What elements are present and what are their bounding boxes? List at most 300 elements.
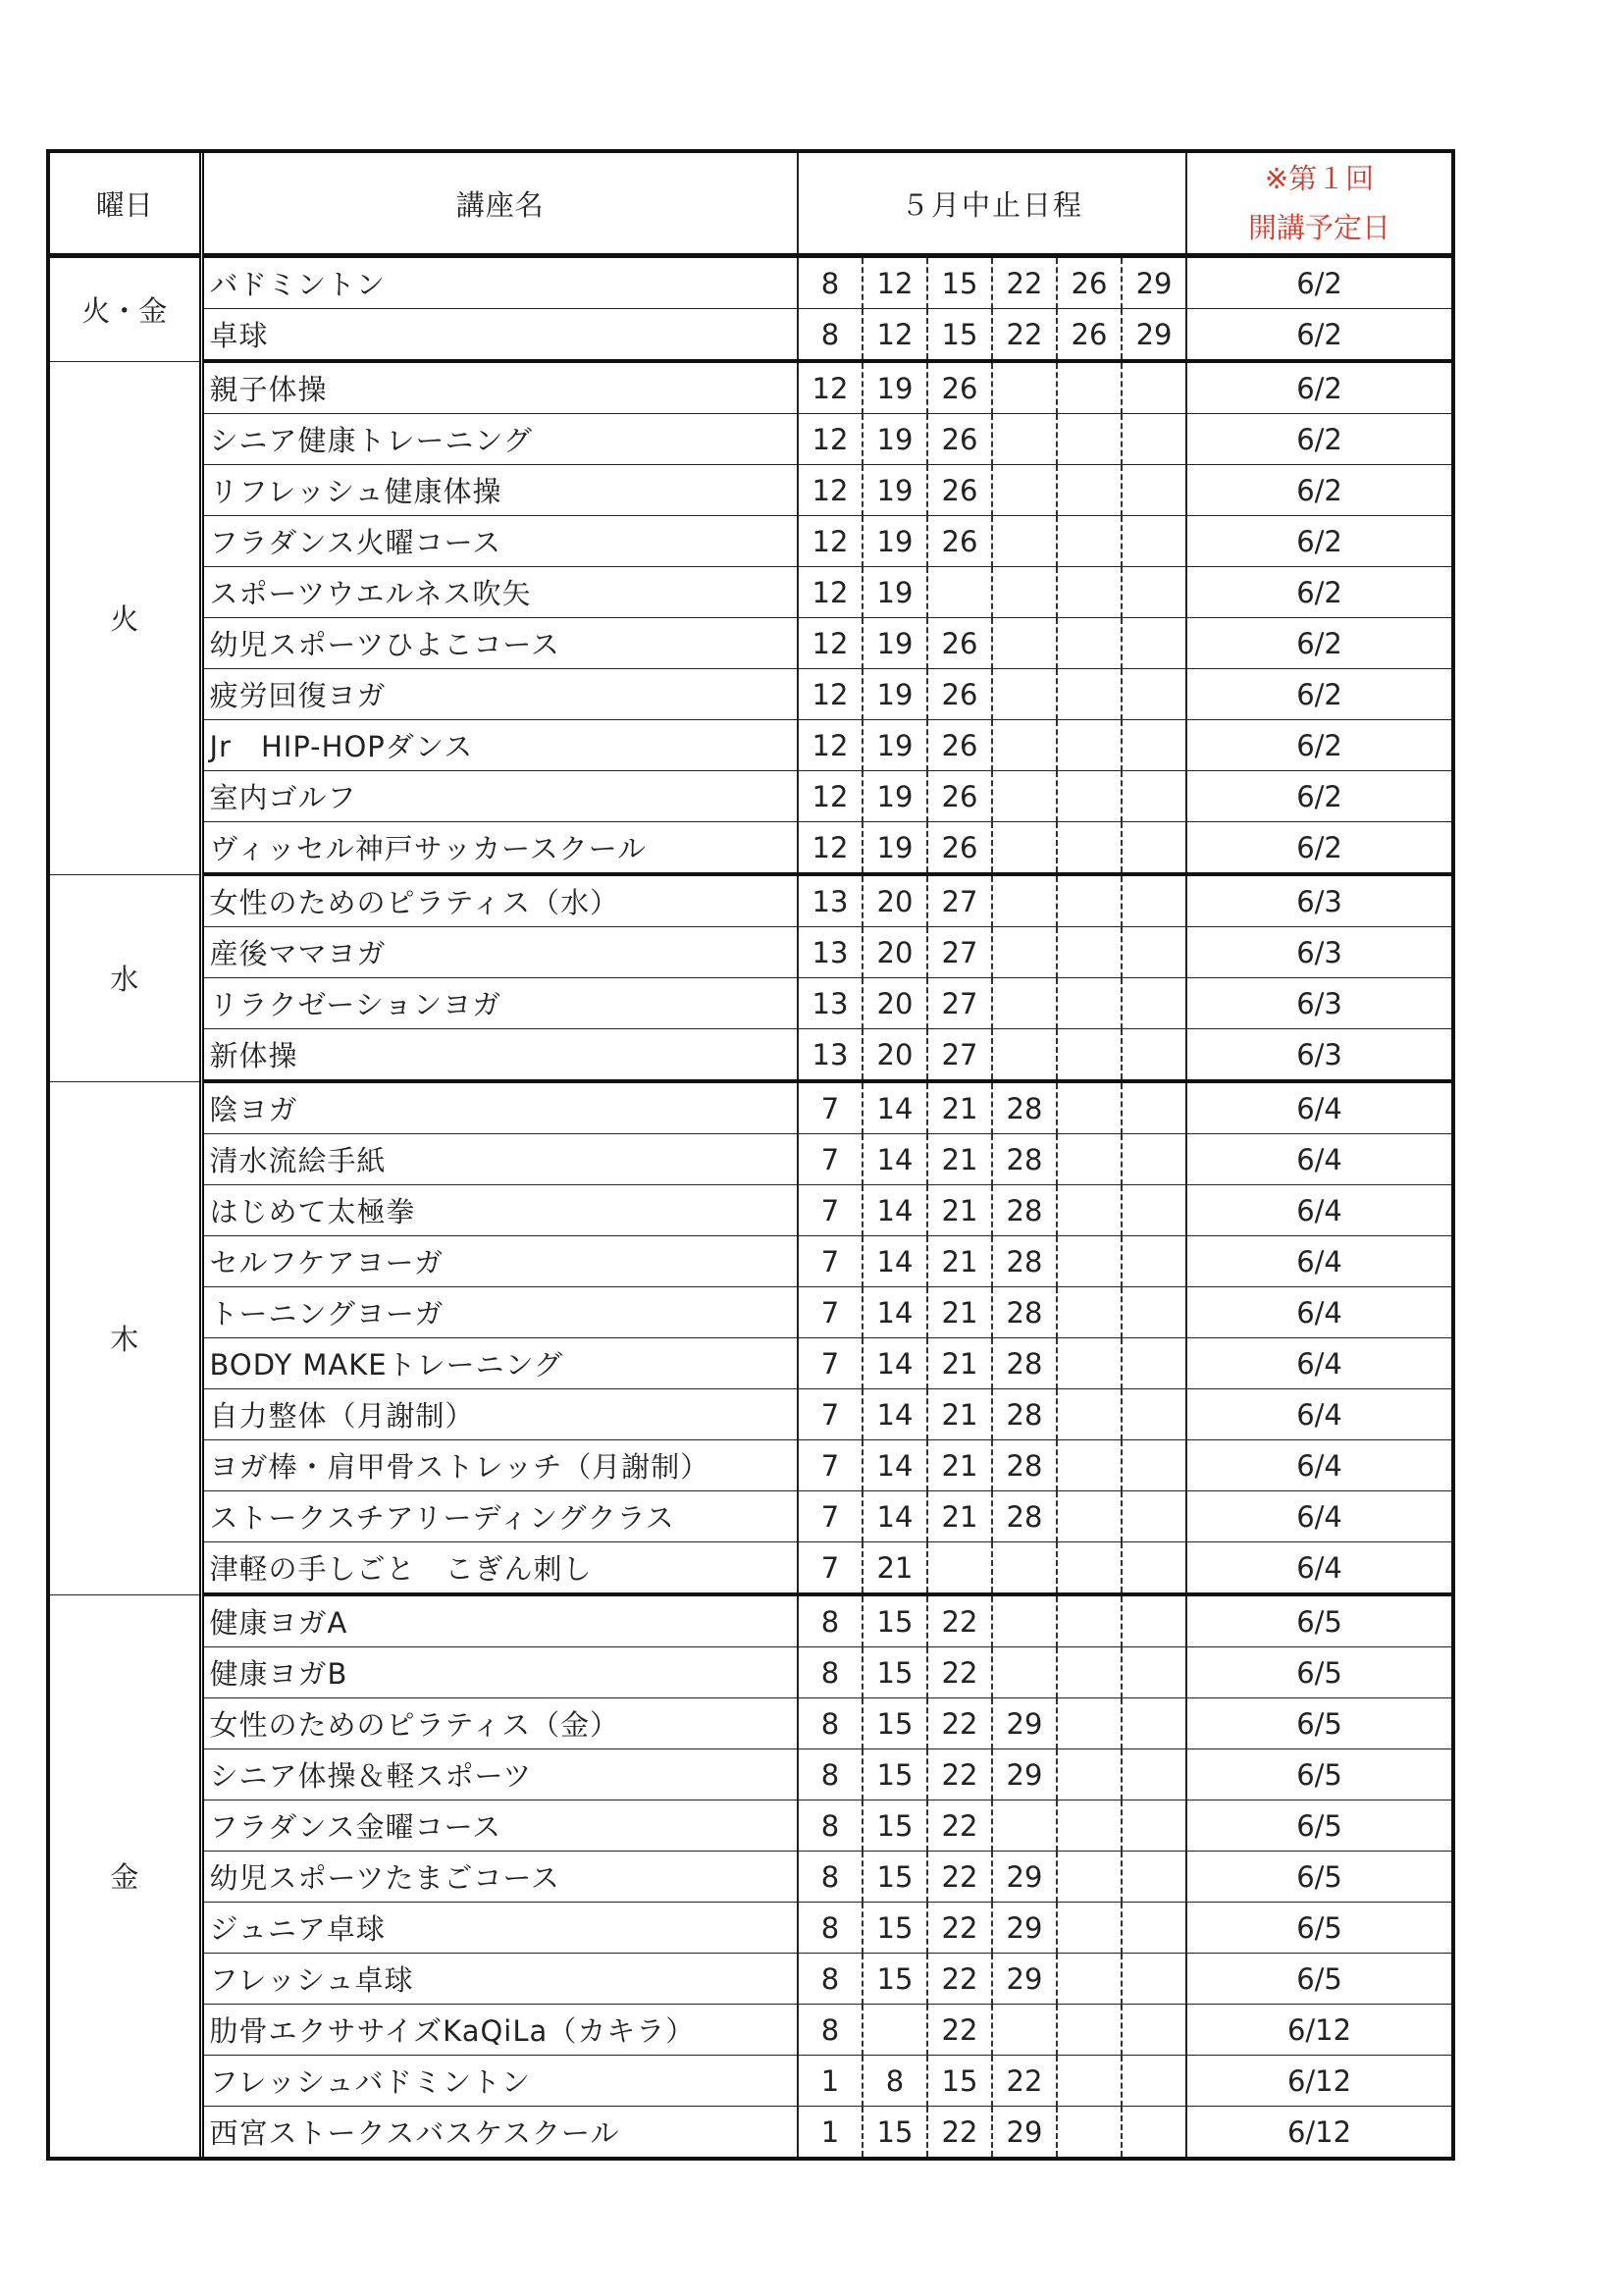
start-date-cell: 6/5 <box>1186 1698 1451 1749</box>
cancel-date-cell <box>992 720 1057 771</box>
start-date-cell: 6/4 <box>1186 1542 1451 1595</box>
cancel-date-cell: 22 <box>992 2056 1057 2107</box>
start-date-cell: 6/2 <box>1186 414 1451 465</box>
table-row <box>50 2005 1451 2056</box>
cancel-date-cell: 8 <box>798 1749 863 1800</box>
course-name: Jr HIP-HOPダンス <box>201 720 798 771</box>
cancel-date-cell: 12 <box>798 465 863 516</box>
course-name: シニア体操＆軽スポーツ <box>201 1749 798 1800</box>
cancel-date-cell <box>992 669 1057 720</box>
cancel-date-cell <box>992 771 1057 822</box>
cancel-date-cell: 22 <box>927 2107 992 2158</box>
cancel-date-cell: 19 <box>863 516 927 567</box>
table-row <box>50 2107 1451 2158</box>
cancel-date-cell <box>1122 1647 1186 1698</box>
cancel-date-cell <box>1122 516 1186 567</box>
cancel-date-cell: 15 <box>863 2107 927 2158</box>
cancel-date-cell: 20 <box>863 1029 927 1082</box>
course-name: 室内ゴルフ <box>201 771 798 822</box>
cancel-date-cell <box>1057 1185 1122 1236</box>
cancel-date-cell: 7 <box>798 1134 863 1185</box>
cancel-date-cell <box>992 927 1057 978</box>
course-name: 健康ヨガB <box>201 1647 798 1698</box>
cancel-date-cell <box>1122 1081 1186 1134</box>
course-name: 疲労回復ヨガ <box>201 669 798 720</box>
start-date-cell: 6/4 <box>1186 1185 1451 1236</box>
weekday-cell: 木 <box>50 1081 201 1594</box>
cancel-date-cell <box>992 978 1057 1029</box>
cancel-date-cell <box>1122 822 1186 875</box>
course-name: 産後ママヨガ <box>201 927 798 978</box>
header-course: 講座名 <box>201 153 798 256</box>
cancel-date-cell: 21 <box>863 1542 927 1595</box>
cancel-date-cell <box>1057 414 1122 465</box>
table-row <box>50 465 1451 516</box>
cancel-date-cell: 15 <box>863 1903 927 1954</box>
course-name: 幼児スポーツひよこコース <box>201 618 798 669</box>
start-date-cell: 6/3 <box>1186 874 1451 927</box>
course-name: フラダンス金曜コース <box>201 1800 798 1852</box>
cancel-date-cell: 26 <box>927 618 992 669</box>
cancel-date-cell: 19 <box>863 361 927 414</box>
schedule-sheet <box>46 149 1455 2161</box>
cancel-date-cell <box>992 822 1057 875</box>
cancel-date-cell <box>1122 771 1186 822</box>
cancel-date-cell <box>1122 1029 1186 1082</box>
course-name: 新体操 <box>201 1029 798 1082</box>
cancel-date-cell <box>863 2005 927 2056</box>
start-date-cell: 6/4 <box>1186 1081 1451 1134</box>
header-dates: ５月中止日程 <box>798 153 1186 256</box>
cancel-date-cell: 21 <box>927 1236 992 1287</box>
start-date-cell: 6/2 <box>1186 822 1451 875</box>
cancel-date-cell <box>1122 2056 1186 2107</box>
cancel-date-cell <box>1057 822 1122 875</box>
course-name: 清水流絵手紙 <box>201 1134 798 1185</box>
weekday-cell: 金 <box>50 1594 201 2157</box>
cancel-date-cell: 19 <box>863 720 927 771</box>
weekday-cell: 火 <box>50 361 201 874</box>
course-name: バドミントン <box>201 256 798 309</box>
course-name: リフレッシュ健康体操 <box>201 465 798 516</box>
cancel-date-cell: 27 <box>927 874 992 927</box>
cancel-date-cell: 7 <box>798 1542 863 1595</box>
cancel-date-cell <box>992 516 1057 567</box>
table-row <box>50 1338 1451 1389</box>
cancel-date-cell: 8 <box>798 256 863 309</box>
cancel-date-cell: 22 <box>992 256 1057 309</box>
cancel-date-cell: 14 <box>863 1134 927 1185</box>
cancel-date-cell: 8 <box>798 1800 863 1852</box>
cancel-date-cell: 15 <box>863 1594 927 1647</box>
cancel-date-cell: 26 <box>927 465 992 516</box>
cancel-date-cell: 13 <box>798 978 863 1029</box>
cancel-date-cell <box>1057 1134 1122 1185</box>
cancel-date-cell <box>1057 720 1122 771</box>
table-row <box>50 361 1451 414</box>
cancel-date-cell: 14 <box>863 1491 927 1542</box>
start-date-cell: 6/12 <box>1186 2005 1451 2056</box>
cancel-date-cell: 7 <box>798 1491 863 1542</box>
cancel-date-cell: 8 <box>798 1852 863 1903</box>
start-date-cell: 6/3 <box>1186 927 1451 978</box>
header-start <box>1186 153 1451 256</box>
cancel-date-cell: 7 <box>798 1185 863 1236</box>
table-row <box>50 669 1451 720</box>
cancel-date-cell <box>1057 2005 1122 2056</box>
cancel-date-cell: 7 <box>798 1287 863 1338</box>
cancel-date-cell <box>1122 1852 1186 1903</box>
start-date-cell: 6/5 <box>1186 1903 1451 1954</box>
start-date-cell: 6/2 <box>1186 465 1451 516</box>
cancel-date-cell: 7 <box>798 1081 863 1134</box>
cancel-date-cell: 26 <box>1057 309 1122 362</box>
cancel-date-cell: 14 <box>863 1081 927 1134</box>
cancel-date-cell: 26 <box>1057 256 1122 309</box>
table-row <box>50 567 1451 618</box>
cancel-date-cell: 21 <box>927 1338 992 1389</box>
table-row <box>50 1749 1451 1800</box>
cancel-date-cell <box>1122 1800 1186 1852</box>
cancel-date-cell <box>1122 1542 1186 1595</box>
cancel-date-cell <box>1057 1749 1122 1800</box>
cancel-date-cell <box>1122 1134 1186 1185</box>
cancel-date-cell <box>1057 1287 1122 1338</box>
cancel-date-cell: 27 <box>927 927 992 978</box>
cancel-date-cell: 26 <box>927 669 992 720</box>
table-row <box>50 1903 1451 1954</box>
course-name: シニア健康トレーニング <box>201 414 798 465</box>
cancel-date-cell <box>1057 1491 1122 1542</box>
cancel-date-cell <box>992 874 1057 927</box>
cancel-date-cell <box>1122 669 1186 720</box>
cancel-date-cell: 19 <box>863 669 927 720</box>
cancel-date-cell: 7 <box>798 1389 863 1440</box>
cancel-date-cell: 15 <box>863 1800 927 1852</box>
table-row <box>50 1185 1451 1236</box>
cancel-date-cell: 8 <box>798 1647 863 1698</box>
course-name: 健康ヨガA <box>201 1594 798 1647</box>
cancel-date-cell: 12 <box>798 669 863 720</box>
cancel-date-cell: 27 <box>927 1029 992 1082</box>
table-row <box>50 1954 1451 2005</box>
cancel-date-cell: 22 <box>927 1954 992 2005</box>
cancel-date-cell: 15 <box>863 1954 927 2005</box>
course-name: ストークスチアリーディングクラス <box>201 1491 798 1542</box>
start-date-cell: 6/3 <box>1186 978 1451 1029</box>
cancel-date-cell <box>1122 2107 1186 2158</box>
cancel-date-cell: 22 <box>927 1852 992 1903</box>
cancel-date-cell <box>1057 1852 1122 1903</box>
cancel-date-cell: 8 <box>798 1698 863 1749</box>
cancel-date-cell: 19 <box>863 414 927 465</box>
cancel-date-cell: 26 <box>927 771 992 822</box>
cancel-date-cell: 15 <box>927 309 992 362</box>
start-date-cell: 6/2 <box>1186 516 1451 567</box>
course-name: 親子体操 <box>201 361 798 414</box>
start-date-cell: 6/12 <box>1186 2056 1451 2107</box>
cancel-date-cell <box>1122 465 1186 516</box>
cancel-date-cell <box>1122 1954 1186 2005</box>
cancel-date-cell: 15 <box>863 1852 927 1903</box>
cancel-date-cell: 21 <box>927 1389 992 1440</box>
cancel-date-cell <box>1057 1542 1122 1595</box>
cancel-date-cell: 28 <box>992 1185 1057 1236</box>
cancel-date-cell <box>1122 1903 1186 1954</box>
cancel-date-cell: 21 <box>927 1287 992 1338</box>
table-row <box>50 1389 1451 1440</box>
cancel-date-cell: 12 <box>863 256 927 309</box>
cancel-date-cell <box>1122 1749 1186 1800</box>
start-date-cell: 6/4 <box>1186 1287 1451 1338</box>
course-name: ジュニア卓球 <box>201 1903 798 1954</box>
cancel-date-cell: 7 <box>798 1338 863 1389</box>
start-date-cell: 6/4 <box>1186 1389 1451 1440</box>
cancel-date-cell <box>1122 1185 1186 1236</box>
course-name: BODY MAKEトレーニング <box>201 1338 798 1389</box>
cancel-date-cell: 14 <box>863 1236 927 1287</box>
course-name: スポーツウエルネス吹矢 <box>201 567 798 618</box>
start-date-cell: 6/12 <box>1286 2114 1352 2149</box>
cancel-date-cell <box>1057 1594 1122 1647</box>
cancel-date-cell: 8 <box>798 2005 863 2056</box>
cancel-date-cell <box>1122 927 1186 978</box>
cancel-date-cell: 8 <box>798 1903 863 1954</box>
cancel-date-cell: 26 <box>927 361 992 414</box>
cancel-date-cell: 21 <box>927 1081 992 1134</box>
cancel-date-cell: 21 <box>927 1185 992 1236</box>
cancel-date-cell: 8 <box>798 1594 863 1647</box>
cancel-date-cell: 28 <box>992 1389 1057 1440</box>
cancel-date-cell <box>1122 1338 1186 1389</box>
cancel-date-cell: 8 <box>798 309 863 362</box>
cancel-date-cell: 12 <box>798 414 863 465</box>
cancel-date-cell <box>1122 567 1186 618</box>
cancel-date-cell: 19 <box>863 618 927 669</box>
cancel-date-cell <box>1057 516 1122 567</box>
table-row <box>50 1491 1451 1542</box>
course-name: 陰ヨガ <box>201 1081 798 1134</box>
table-row <box>50 822 1451 875</box>
course-name: 女性のためのピラティス（金） <box>201 1698 798 1749</box>
start-date-cell: 6/4 <box>1186 1491 1451 1542</box>
cancel-date-cell: 22 <box>927 1903 992 1954</box>
start-date-cell: 6/5 <box>1186 1647 1451 1698</box>
cancel-date-cell <box>1122 1236 1186 1287</box>
start-date-cell: 6/5 <box>1186 1954 1451 2005</box>
cancel-date-cell: 19 <box>863 771 927 822</box>
cancel-date-cell <box>1057 618 1122 669</box>
cancel-date-cell: 29 <box>992 1903 1057 1954</box>
cancel-date-cell <box>1122 874 1186 927</box>
cancel-date-cell <box>1057 1029 1122 1082</box>
cancel-date-cell: 12 <box>798 618 863 669</box>
cancel-date-cell <box>1122 1491 1186 1542</box>
cancel-date-cell: 12 <box>798 361 863 414</box>
header-start-line2: 開講予定日 <box>1248 211 1391 244</box>
cancel-date-cell: 21 <box>927 1440 992 1491</box>
cancel-date-cell: 12 <box>798 822 863 875</box>
start-date-cell: 6/2 <box>1186 771 1451 822</box>
table-row <box>50 771 1451 822</box>
start-date-cell: 6/2 <box>1186 567 1451 618</box>
table-row <box>50 978 1451 1029</box>
cancel-date-cell: 29 <box>992 1749 1057 1800</box>
cancel-date-cell: 15 <box>863 1749 927 1800</box>
table-row <box>50 516 1451 567</box>
cancel-date-cell: 28 <box>992 1338 1057 1389</box>
cancel-date-cell: 20 <box>863 978 927 1029</box>
table-row <box>50 720 1451 771</box>
cancel-date-cell: 28 <box>992 1287 1057 1338</box>
cancel-date-cell: 12 <box>863 309 927 362</box>
cancel-date-cell <box>1122 414 1186 465</box>
cancel-date-cell: 29 <box>1122 309 1186 362</box>
header-start-line1: ※第１回 <box>1264 162 1375 195</box>
table-row <box>50 874 1451 927</box>
cancel-date-cell: 26 <box>927 720 992 771</box>
course-name: 西宮ストークスバスケスクール <box>201 2107 798 2158</box>
table-row <box>50 1081 1451 1134</box>
cancel-date-cell: 28 <box>992 1440 1057 1491</box>
cancel-date-cell <box>1057 465 1122 516</box>
cancel-date-cell: 22 <box>992 309 1057 362</box>
weekday-cell: 水 <box>50 874 201 1081</box>
cancel-date-cell <box>992 1647 1057 1698</box>
table-row <box>50 414 1451 465</box>
cancel-date-cell <box>1122 1389 1186 1440</box>
cancel-date-cell <box>1057 1698 1122 1749</box>
table-row <box>50 309 1451 362</box>
cancel-date-cell <box>992 618 1057 669</box>
cancel-date-cell <box>992 1800 1057 1852</box>
table-row <box>50 1440 1451 1491</box>
cancel-date-cell: 15 <box>927 2056 992 2107</box>
start-date-cell: 6/5 <box>1186 1594 1451 1647</box>
cancel-date-cell: 28 <box>992 1081 1057 1134</box>
cancel-date-cell <box>1057 1338 1122 1389</box>
cancel-date-cell <box>1057 927 1122 978</box>
cancel-date-cell <box>1057 2107 1122 2158</box>
cancel-date-cell: 12 <box>798 720 863 771</box>
start-date-cell: 6/2 <box>1186 720 1451 771</box>
start-date-cell: 6/4 <box>1186 1134 1451 1185</box>
cancel-date-cell: 28 <box>992 1236 1057 1287</box>
start-date-cell: 6/2 <box>1186 618 1451 669</box>
cancel-date-cell <box>1122 720 1186 771</box>
cancel-date-cell: 1 <box>798 2107 863 2158</box>
table-row <box>50 1698 1451 1749</box>
cancel-date-cell <box>1057 1081 1122 1134</box>
course-name: 自力整体（月謝制） <box>201 1389 798 1440</box>
course-name: フラダンス火曜コース <box>201 516 798 567</box>
cancel-date-cell: 29 <box>992 1698 1057 1749</box>
start-date-cell: 6/4 <box>1186 1236 1451 1287</box>
cancel-date-cell <box>992 465 1057 516</box>
header-row <box>50 153 1451 256</box>
start-date-cell: 6/3 <box>1186 1029 1451 1082</box>
course-name: はじめて太極拳 <box>201 1185 798 1236</box>
cancel-date-cell: 29 <box>992 1954 1057 2005</box>
cancel-date-cell <box>927 1542 992 1595</box>
cancel-date-cell <box>1057 771 1122 822</box>
cancel-date-cell: 22 <box>927 1698 992 1749</box>
start-date-cell: 6/5 <box>1186 1852 1451 1903</box>
cancel-date-cell: 26 <box>927 822 992 875</box>
cancel-date-cell <box>1057 874 1122 927</box>
cancel-date-cell <box>1122 361 1186 414</box>
table-row <box>50 1236 1451 1287</box>
cancel-date-cell <box>1122 1594 1186 1647</box>
cancel-date-cell <box>1057 1800 1122 1852</box>
cancel-date-cell <box>992 1594 1057 1647</box>
cancel-date-cell: 13 <box>798 927 863 978</box>
cancel-date-cell: 15 <box>927 256 992 309</box>
cancel-date-cell: 7 <box>798 1236 863 1287</box>
cancel-date-cell: 19 <box>863 465 927 516</box>
weekday-cell: 火・金 <box>50 256 201 362</box>
table-row <box>50 1542 1451 1595</box>
cancel-date-cell: 12 <box>798 567 863 618</box>
table-row <box>50 1594 1451 1647</box>
start-date-cell: 6/5 <box>1186 1800 1451 1852</box>
course-name: 女性のためのピラティス（水） <box>201 874 798 927</box>
cancel-date-cell: 7 <box>798 1440 863 1491</box>
cancel-date-cell <box>1057 361 1122 414</box>
cancel-date-cell: 15 <box>863 1698 927 1749</box>
cancel-date-cell: 20 <box>863 927 927 978</box>
cancel-date-cell: 26 <box>927 516 992 567</box>
header-day: 曜日 <box>50 153 201 256</box>
course-name: フレッシュバドミントン <box>201 2056 798 2107</box>
cancel-date-cell: 21 <box>927 1134 992 1185</box>
cancel-date-cell: 29 <box>992 2107 1057 2158</box>
cancel-date-cell <box>1122 1287 1186 1338</box>
course-name: ヨガ棒・肩甲骨ストレッチ（月謝制） <box>201 1440 798 1491</box>
table-row <box>50 1287 1451 1338</box>
cancel-date-cell <box>1057 1389 1122 1440</box>
table-row <box>50 2056 1451 2107</box>
cancel-date-cell: 22 <box>927 1647 992 1698</box>
cancel-date-cell: 20 <box>863 874 927 927</box>
cancel-date-cell: 22 <box>927 2005 992 2056</box>
cancel-date-cell: 14 <box>863 1389 927 1440</box>
cancel-date-cell: 22 <box>927 1800 992 1852</box>
cancel-date-cell: 12 <box>798 771 863 822</box>
start-date-cell: 6/2 <box>1186 309 1451 362</box>
cancel-date-cell: 14 <box>863 1287 927 1338</box>
cancel-date-cell <box>1122 1698 1186 1749</box>
start-date-cell: 6/2 <box>1186 256 1451 309</box>
cancel-date-cell: 22 <box>927 1594 992 1647</box>
start-date-cell: 6/2 <box>1186 669 1451 720</box>
table-row <box>50 1029 1451 1082</box>
cancel-date-cell <box>992 414 1057 465</box>
cancel-date-cell: 1 <box>798 2056 863 2107</box>
cancel-date-cell: 22 <box>927 1749 992 1800</box>
cancel-date-cell: 13 <box>798 1029 863 1082</box>
start-date-cell: 6/4 <box>1186 1440 1451 1491</box>
cancel-date-cell: 27 <box>927 978 992 1029</box>
course-name: ヴィッセル神戸サッカースクール <box>201 822 798 875</box>
cancel-date-cell <box>1122 618 1186 669</box>
table-row <box>50 1134 1451 1185</box>
cancel-date-cell <box>992 2005 1057 2056</box>
course-name: リラクゼーションヨガ <box>201 978 798 1029</box>
cancel-date-cell <box>992 361 1057 414</box>
cancel-date-cell: 13 <box>798 874 863 927</box>
cancel-date-cell <box>1122 1440 1186 1491</box>
